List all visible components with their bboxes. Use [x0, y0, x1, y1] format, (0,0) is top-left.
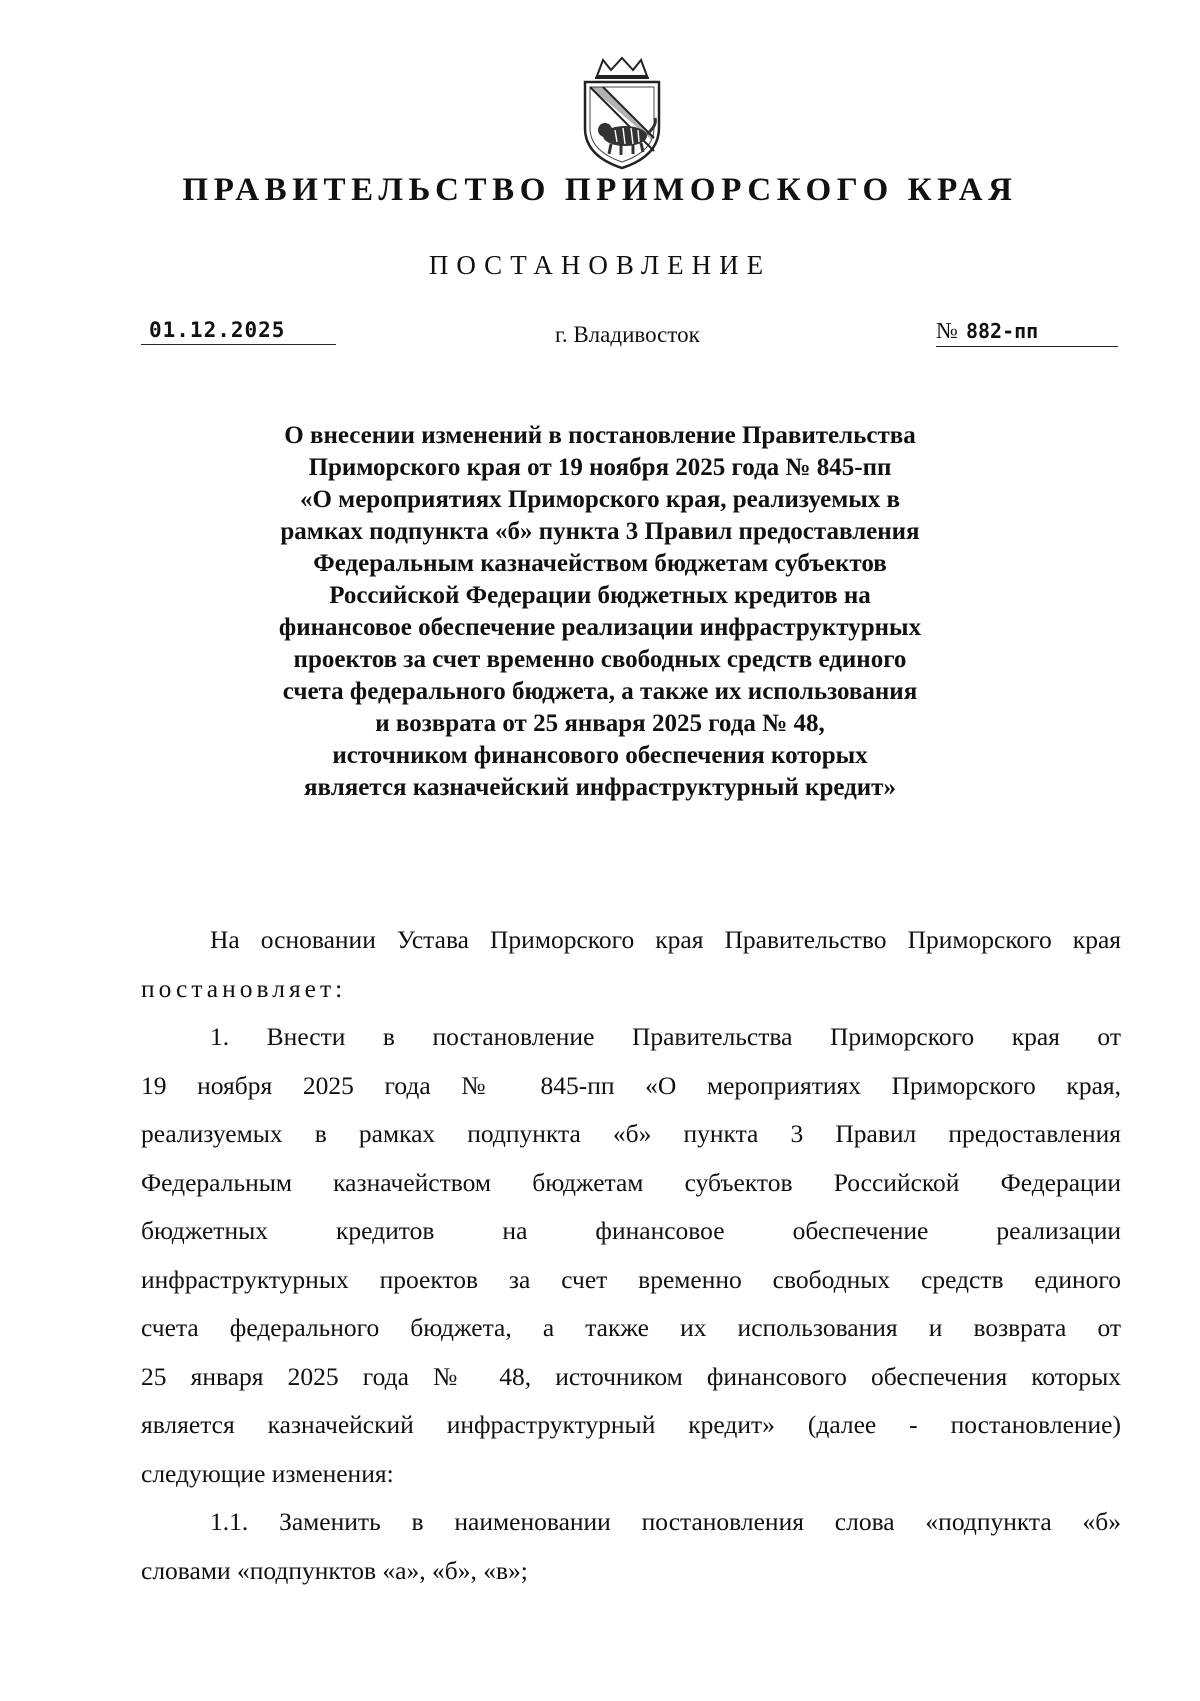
body-line: 1.1. Заменить в наименовании постановления слова «подпункта «б» [210, 1507, 1121, 1536]
title-line: является казначейский инфраструктурный кредит» [304, 774, 896, 801]
title-line: О внесении изменений в постановление Правительства [284, 422, 916, 449]
document-date: 01.12.2025 [141, 318, 336, 345]
body-line: постановляет: [141, 973, 347, 1003]
title-line: Приморского края от 19 ноября 2025 года № 845-пп [308, 454, 892, 481]
body-line: 1. Внести в постановление Правительства Приморского края от [210, 1022, 1121, 1051]
title-line: источником финансового обеспечения которых [332, 742, 868, 769]
body-line: 25 января 2025 года № 48, источником финансового обеспечения которых [141, 1361, 1121, 1391]
title-line: «О мероприятиях Приморского края, реализуемых в [299, 486, 901, 513]
body-line: бюджетных кредитов на финансовое обеспечение реализации [141, 1216, 1121, 1245]
organization-heading: ПРАВИТЕЛЬСТВО ПРИМОРСКОГО КРАЯ [182, 172, 1018, 208]
body-line: Федеральным казначейством бюджетам субъектов Российской Федерации [141, 1167, 1121, 1197]
number-sign: № [936, 318, 958, 343]
body-line: словами «подпунктов «а», «б», «в»; [141, 1555, 528, 1585]
document-title [180, 420, 1020, 804]
document-number [936, 318, 1118, 347]
body-line: инфраструктурных проектов за счет временно свободных средств единого [141, 1264, 1121, 1294]
document-city: г. Владивосток [555, 322, 700, 347]
preamble-paragraph [141, 916, 1121, 1013]
body-line: следующие изменения: [141, 1458, 394, 1488]
number-value: 882-пп [965, 319, 1039, 343]
body-line: является казначейский инфраструктурный кредит» (далее - постановление) [141, 1410, 1121, 1439]
title-line: и возврата от 25 января 2025 года № 48, [375, 710, 825, 737]
title-line: финансовое обеспечение реализации инфраструктурных [278, 614, 922, 641]
title-line: проектов за счет временно свободных средств единого [293, 646, 907, 673]
item-1-1-paragraph [141, 1498, 1121, 1595]
document-type-heading: ПОСТАНОВЛЕНИЕ [428, 250, 772, 280]
body-line: реализуемых в рамках подпункта «б» пункта 3 Правил предоставления [141, 1119, 1121, 1148]
title-line: рамках подпункта «б» пункта 3 Правил предоставления [280, 518, 920, 545]
title-line: Российской Федерации бюджетных кредитов на [329, 582, 871, 609]
document-body [141, 916, 1121, 1595]
body-line: 19 ноября 2025 года № 845-пп «О мероприятиях Приморского края, [141, 1070, 1121, 1100]
coat-of-arms-icon [575, 56, 669, 172]
body-line: счета федерального бюджета, а также их использования и возврата от [141, 1313, 1121, 1342]
body-line: На основании Устава Приморского края Правительство Приморского края [210, 925, 1121, 954]
item-1-paragraph [141, 1013, 1121, 1498]
title-line: счета федерального бюджета, а также их использования [282, 678, 918, 705]
title-line: Федеральным казначейством бюджетам субъектов [313, 550, 887, 577]
